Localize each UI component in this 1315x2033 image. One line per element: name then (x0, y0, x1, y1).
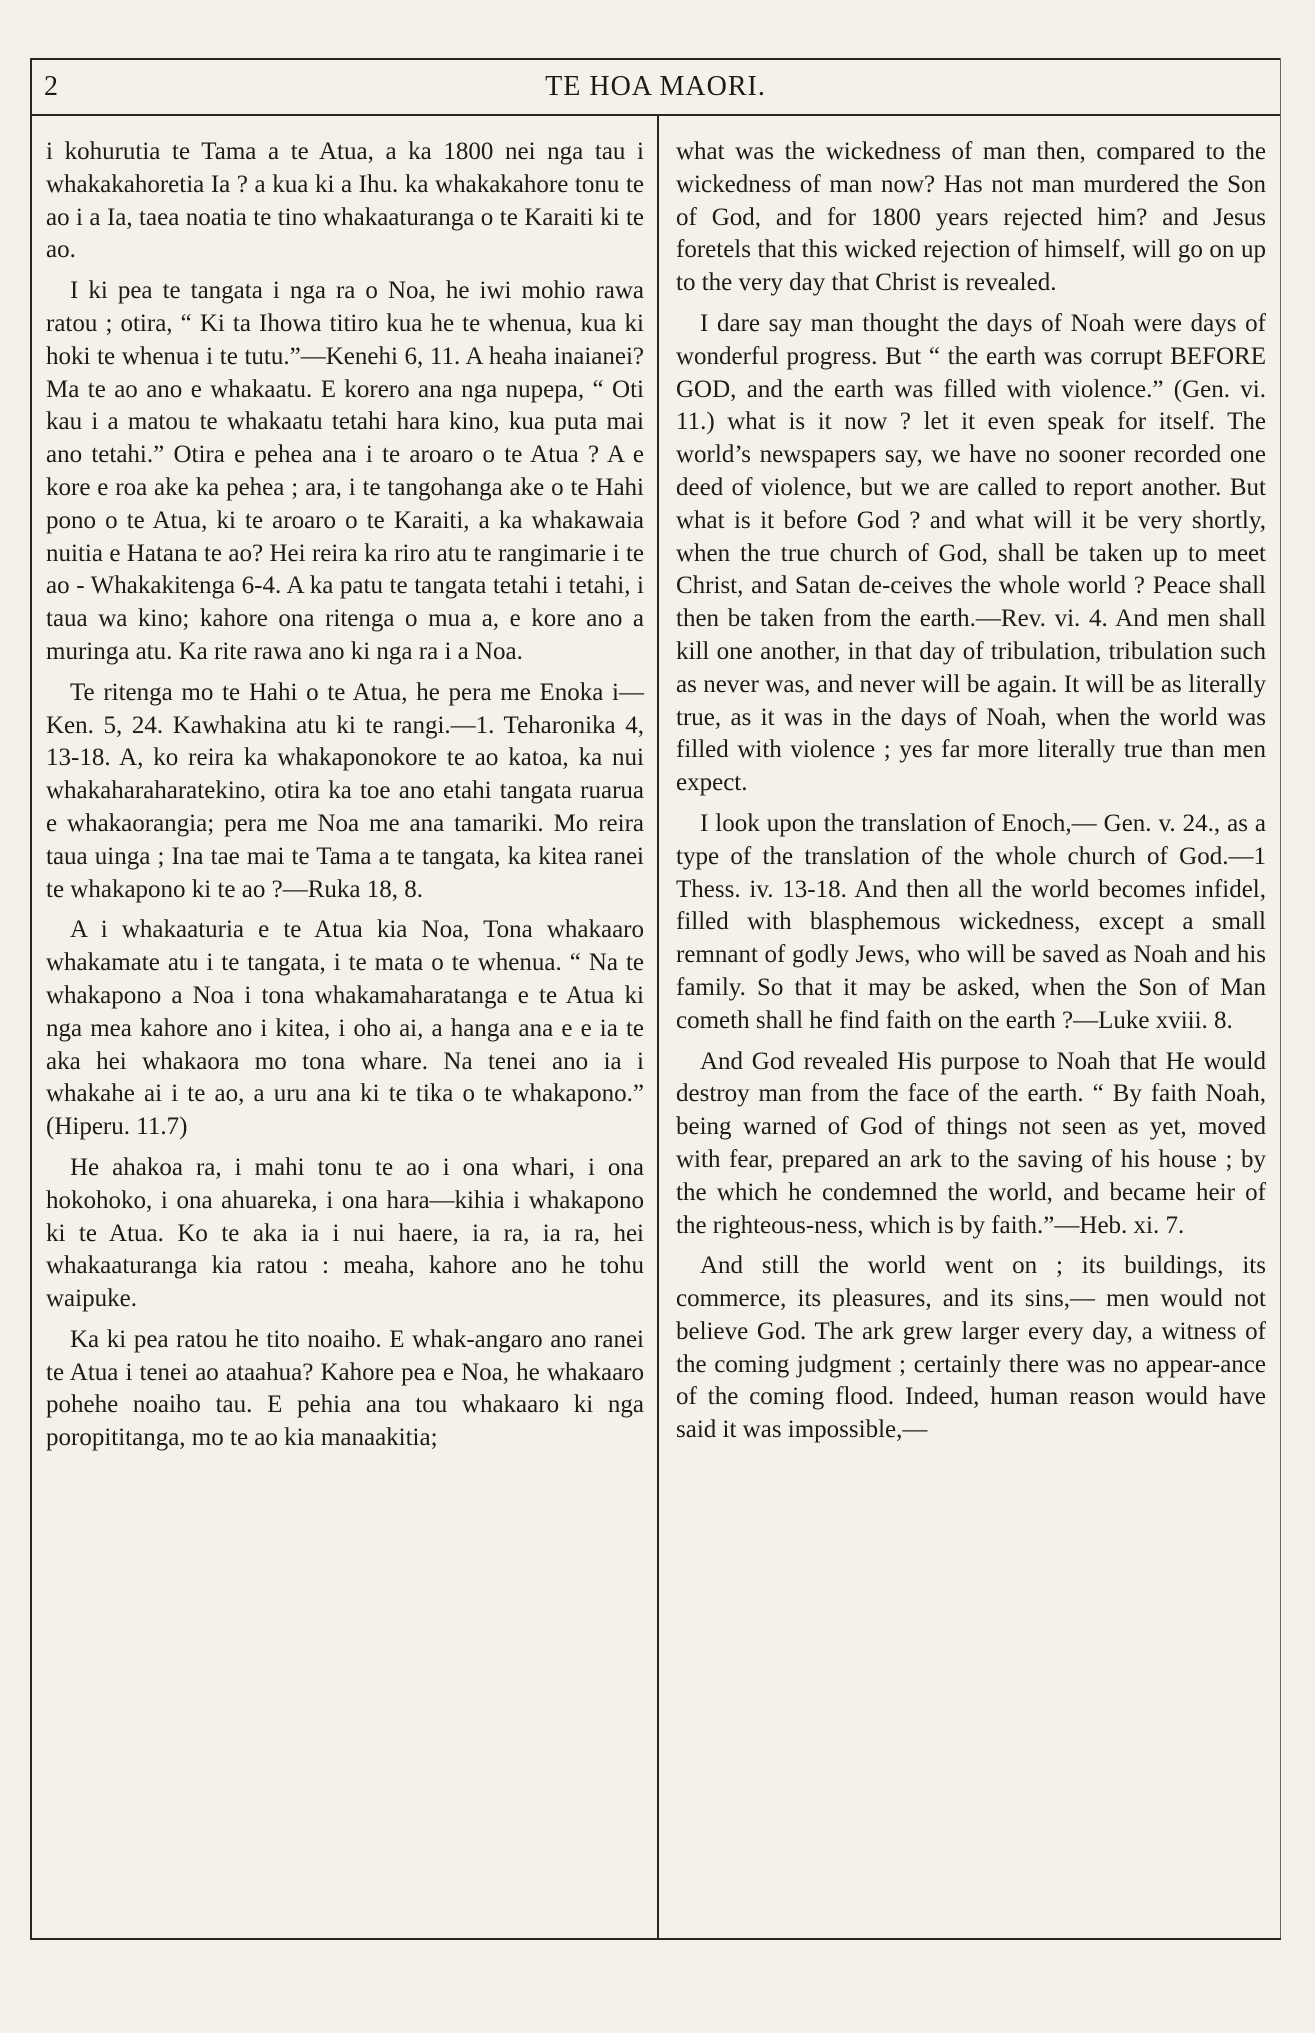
paragraph: And still the world went on ; its buildings, its commerce, its pleasures, and its sins,— men would not believe God. The ark grew larger every day, a witness of the coming judgment ; certainly there was no appear-ance of the coming flood. Indeed, human reason would have said it was impossible,— (676, 1252, 1266, 1444)
paragraph: A i whakaaturia e te Atua kia Noa, Tona whakaaro whakamate atu i te tangata, i te mata o te whenua. “ Na te whakapono a Noa i tona whakamaharatanga e te Atua ki nga mea kahore ano i kitea, i oho ai, a hanga ana e e ia te aka hei whakaora mo tona whare. Na tenei ano ia i whakahe ai i te ao, a uru ana ki te tika o te whakapono.” (Hiperu. 11.7) (46, 916, 644, 1141)
page-header (30, 58, 1281, 116)
paragraph: I ki pea te tangata i nga ra o Noa, he iwi mohio rawa ratou ; otira, “ Ki ta Ihowa titiro kua he te whenua, kua ki hoki te whenua i te tutu.”—Kenehi 6, 11. A heaha inaianei? Ma te ao ano e whakaatu. E korero ana nga nupepa, “ Oti kau i a matou te whakaatu tetahi hara kino, kua puta mai ano tetahi.” Otira e pehea ana i te aroaro o te Atua ? A e kore e roa ake ka pehea ; ara, i te tangohanga ake o te Hahi pono o te Atua, ki te aroaro o te Karaiti, a ka whakawaia nuitia e Hatana te ao? Hei reira ka riro atu te rangimarie i te ao - Whakakitenga 6-4. A ka patu te tangata tetahi i tetahi, i taua wa kino; kahore ona ritenga o mua a, e kore ano a muringa atu. Ka rite rawa ano ki nga ra i a Noa. (46, 277, 644, 665)
page-number: 2 (44, 71, 58, 102)
running-title: TE HOA MAORI. (545, 71, 766, 102)
paragraph: Ka ki pea ratou he tito noaiho. E whak-angaro ano ranei te Atua i tenei ao ataahua? Kahore pea e Noa, he whakaaro pohehe noaiho tau. E pehia ana tou whakaaro ki nga poropititanga, mo te ao kia manaakitia; (46, 1325, 644, 1452)
right-edge-rule (1280, 58, 1281, 1938)
paragraph: i kohurutia te Tama a te Atua, a ka 1800 nei nga tau i whakakahoretia Ia ? a kua ki a Ihu. ka whakakahore tonu te ao i a Ia, taea noatia te tino whakaaturanga o te Karaiti ki te ao. (46, 138, 644, 264)
paragraph: I look upon the translation of Enoch,— Gen. v. 24., as a type of the translation of the whole church of God.—1 Thess. iv. 13-18. And then all the world becomes infidel, filled with blasphemous wickedness, except a small remnant of godly Jews, who will be saved as Noah and his family. So that it may be asked, when the Son of Man cometh shall he find faith on the earth ?—Luke xviii. 8. (676, 809, 1266, 1034)
left-edge-rule (30, 58, 32, 1938)
maori-column (46, 136, 644, 1463)
column-divider (657, 116, 659, 1938)
paragraph: I dare say man thought the days of Noah were days of wonderful progress. But “ the earth was corrupt BEFORE GOD, and the earth was filled with violence.” (Gen. vi. 11.) what is it now ? let it even speak for itself. The world’s newspapers say, we have no sooner recorded one deed of violence, but we are called to report another. But what is it before God ? and what will it be very shortly, when the true church of God, shall be taken up to meet Christ, and Satan de-ceives the whole world ? Peace shall then be taken from the earth.—Rev. vi. 4. And men shall kill one another, in that day of tribulation, tribulation such as never was, and never will be again. It will be as literally true, as it was in the days of Noah, when the world was filled with violence ; yes far more literally true than men expect. (676, 309, 1266, 797)
text-columns (30, 116, 1281, 1940)
paragraph: Te ritenga mo te Hahi o te Atua, he pera me Enoka i—Ken. 5, 24. Kawhakina atu ki te rangi.—1. Teharonika 4, 13-18. A, ko reira ka whakaponokore te ao katoa, ka nui whakaharaharatekino, otira ka toe ano etahi tangata ruarua e whakaorangia; pera me Noa me ana tamariki. Mo reira taua uinga ; Ina tae mai te Tama a te tangata, ka kitea ranei te whakapono ki te ao ?—Ruka 18, 8. (46, 678, 644, 903)
paragraph: And God revealed His purpose to Noah that He would destroy man from the face of the earth. “ By faith Noah, being warned of God of things not seen as yet, moved with fear, prepared an ark to the saving of his house ; by the which he condemned the world, and became heir of the righteous-ness, which is by faith.”—Heb. xi. 7. (676, 1047, 1266, 1239)
english-column (676, 136, 1266, 1455)
paragraph: what was the wickedness of man then, compared to the wickedness of man now? Has not man murdered the Son of God, and for 1800 years rejected him? and Jesus foretels that this wicked rejection of himself, will go on up to the very day that Christ is revealed. (676, 138, 1266, 297)
paragraph: He ahakoa ra, i mahi tonu te ao i ona whari, i ona hokohoko, i ona ahuareka, i ona hara—kihia i whakapono ki te Atua. Ko te aka ia i nui haere, ia ra, ia ra, hei whakaaturanga kia ratou : meaha, kahore ano he tohu waipuke. (46, 1153, 644, 1313)
